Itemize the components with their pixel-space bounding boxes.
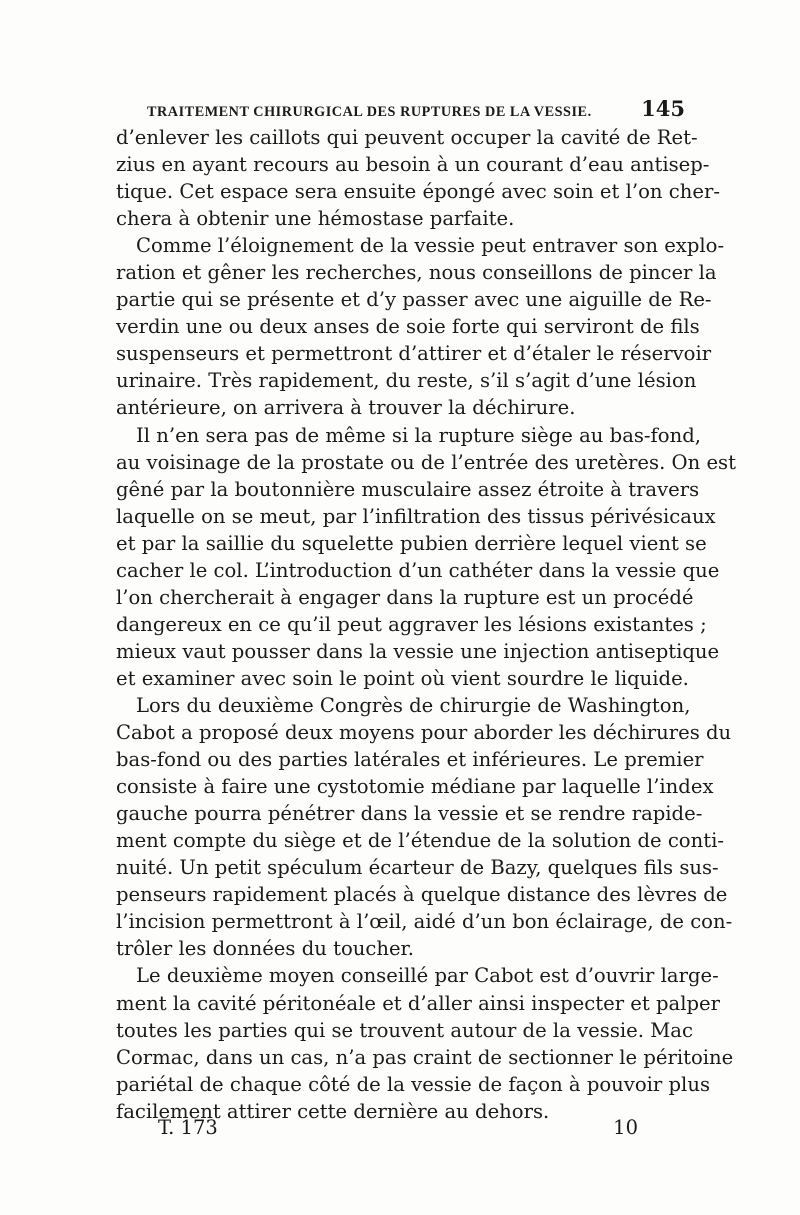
text-line: dangereux en ce qu’il peut aggraver les lésions existantes ;: [116, 612, 707, 636]
text-line: antérieure, on arrivera à trouver la déchirure.: [116, 396, 576, 420]
text-line: consiste à faire une cystotomie médiane par laquelle l’index: [116, 775, 714, 799]
text-line: Cabot a proposé deux moyens pour aborder les déchirures du: [116, 721, 732, 745]
text-line: pariétal de chaque côté de la vessie de façon à pouvoir plus: [116, 1072, 711, 1096]
text-line: bas-fond ou des parties latérales et inférieures. Le premier: [116, 748, 704, 772]
text-line: ment la cavité péritonéale et d’aller ainsi inspecter et palper: [116, 991, 720, 1015]
text-line: et par la saillie du squelette pubien derrière lequel vient se: [116, 531, 707, 555]
page-number: 145: [641, 96, 685, 121]
signature-mark: 10: [613, 1116, 638, 1139]
text-line: trôler les données du toucher.: [116, 937, 415, 961]
text-line: gêné par la boutonnière musculaire assez étroite à travers: [116, 477, 700, 501]
page-header: [147, 96, 685, 124]
text-line: gauche pourra pénétrer dans la vessie et se rendre rapide-: [116, 802, 703, 826]
text-line: urinaire. Très rapidement, du reste, s’il s’agit d’une lésion: [116, 369, 697, 393]
text-line: penseurs rapidement placés à quelque distance des lèvres de: [116, 883, 728, 907]
body-text: [116, 124, 736, 1125]
page-footer: [158, 1116, 638, 1146]
text-line: zius en ayant recours au besoin à un courant d’eau antisep-: [116, 153, 710, 177]
text-line: Cormac, dans un cas, n’a pas craint de sectionner le péritoine: [116, 1045, 734, 1069]
text-line: d’enlever les caillots qui peuvent occuper la cavité de Ret-: [116, 126, 698, 149]
text-line: l’incision permettront à l’œil, aidé d’un bon éclairage, de con-: [116, 910, 733, 934]
text-line: suspenseurs et permettront d’attirer et d’étaler le réservoir: [116, 342, 712, 366]
text-line: Il n’en sera pas de même si la rupture siège au bas-fond,: [136, 423, 701, 447]
text-line: tique. Cet espace sera ensuite épongé avec soin et l’on cher-: [116, 180, 720, 204]
text-line: ment compte du siège et de l’étendue de la solution de conti-: [116, 829, 724, 853]
text-line: facilement attirer cette dernière au dehors.: [116, 1099, 550, 1123]
text-line: Le deuxième moyen conseillé par Cabot est d’ouvrir large-: [136, 964, 719, 988]
text-line: ration et gêner les recherches, nous conseillons de pincer la: [116, 261, 717, 285]
text-line: nuité. Un petit spéculum écarteur de Bazy, quelques fils sus-: [116, 856, 719, 880]
text-line: toutes les parties qui se trouvent autour de la vessie. Mac: [116, 1018, 693, 1042]
text-line: laquelle on se meut, par l’infiltration des tissus périvésicaux: [116, 504, 716, 528]
text-line: verdin une ou deux anses de soie forte qui serviront de fils: [116, 315, 700, 339]
text-line: Comme l’éloignement de la vessie peut entraver son explo-: [136, 234, 725, 258]
running-title: TRAITEMENT CHIRURGICAL DES RUPTURES DE LA VESSIE.: [147, 104, 592, 120]
text-line: au voisinage de la prostate ou de l’entrée des uretères. On est: [116, 450, 736, 474]
text-line: Lors du deuxième Congrès de chirurgie de Washington,: [136, 693, 691, 717]
text-line: chera à obtenir une hémostase parfaite.: [116, 207, 515, 231]
text-line: cacher le col. L’introduction d’un cathéter dans la vessie que: [116, 558, 720, 582]
text-line: mieux vaut pousser dans la vessie une injection antiseptique: [116, 639, 720, 663]
text-line: partie qui se présente et d’y passer avec une aiguille de Re-: [116, 288, 712, 312]
text-line: et examiner avec soin le point où vient sourdre le liquide.: [116, 666, 689, 690]
volume-mark: T. 173: [158, 1116, 218, 1139]
text-line: l’on chercherait à engager dans la rupture est un procédé: [116, 585, 694, 609]
